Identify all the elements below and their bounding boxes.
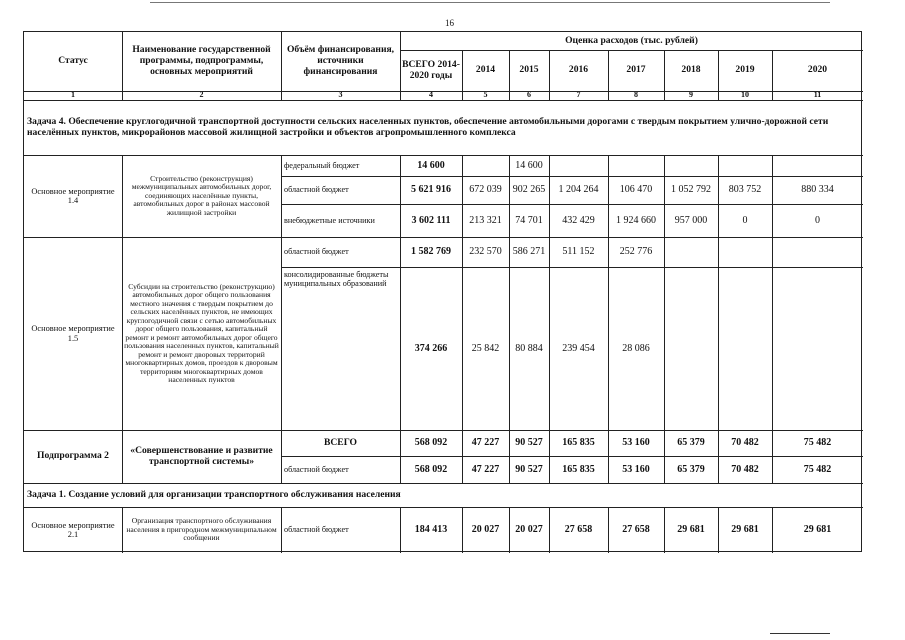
task-1-heading: Задача 1. Создание условий для организации транспортного обслуживания населения <box>27 488 401 500</box>
value-cell <box>462 155 509 176</box>
value-cell <box>664 237 718 267</box>
value-cell: 106 470 <box>619 184 653 196</box>
grid-line <box>400 507 401 553</box>
grid-line <box>718 507 719 553</box>
grid-line <box>400 155 401 483</box>
funding-source: ВСЕГО <box>323 436 358 448</box>
value-cell: 239 454 <box>562 342 595 354</box>
grid-line <box>509 507 510 553</box>
value-cell <box>772 267 863 430</box>
value-cell: 1 052 792 <box>671 184 711 196</box>
grid-line <box>718 155 719 483</box>
value-cell <box>772 155 863 176</box>
header-name: Наименование государственной программы, подпрограммы, основных мероприятий <box>132 44 271 77</box>
column-number: 8 <box>634 90 638 100</box>
funding-source: областной бюджет <box>284 185 349 195</box>
value-cell <box>608 155 664 176</box>
value-cell: 1 924 660 <box>616 214 656 226</box>
grid-line <box>281 155 282 483</box>
value-cell: 184 413 <box>414 524 448 536</box>
task-4-heading: Задача 4. Обеспечение круглогодичной транспортной доступности сельских населенных пунктов, обеспечение автомобильными дорогами с твердым покрытием улично-дорожной сети населённых пунктов, микрорайонов массовой жилищной застройки и объектов агропромышленного комплекса <box>27 115 829 138</box>
value-cell <box>549 155 608 176</box>
grid-line <box>772 507 773 553</box>
grid-line <box>24 483 863 484</box>
grid-line <box>462 50 463 100</box>
grid-line <box>122 32 123 50</box>
header-year: 2017 <box>626 64 646 76</box>
header-volume: Объём финансирования, источники финансирования <box>286 44 395 77</box>
value-cell: 29 681 <box>803 524 832 536</box>
value-cell <box>664 155 718 176</box>
value-cell: 0 <box>742 214 748 226</box>
value-cell <box>718 237 772 267</box>
value-cell: 1 204 264 <box>558 184 599 196</box>
header-year: 2019 <box>735 64 755 76</box>
grid-line <box>664 50 665 100</box>
grid-line <box>281 507 282 553</box>
value-cell: 47 227 <box>471 437 500 449</box>
page-number: 16 <box>445 18 454 28</box>
value-cell <box>664 267 718 430</box>
value-cell: 165 835 <box>562 463 595 475</box>
value-cell: 432 429 <box>562 214 595 226</box>
funding-source: консолидированные бюджеты муниципальных образований <box>284 270 389 289</box>
value-cell: 70 482 <box>731 437 759 449</box>
value-cell <box>718 155 772 176</box>
grid-line <box>400 50 401 100</box>
grid-line <box>281 32 282 50</box>
value-cell: 28 086 <box>622 342 650 354</box>
header-year: 2016 <box>568 64 589 76</box>
value-cell: 1 582 769 <box>411 246 451 258</box>
grid-line <box>24 100 863 101</box>
header-year: 2020 <box>807 64 828 76</box>
grid-line <box>122 507 123 553</box>
value-cell: 672 039 <box>469 184 502 196</box>
funding-source: областной бюджет <box>284 247 349 257</box>
value-cell: 14 600 <box>515 159 543 171</box>
value-cell: 65 379 <box>677 437 705 449</box>
column-number: 6 <box>527 90 531 100</box>
column-number: 1 <box>71 90 75 100</box>
value-cell <box>718 267 772 430</box>
grid-line <box>664 507 665 553</box>
grid-line <box>24 237 863 238</box>
value-cell <box>772 237 863 267</box>
status-cell: Подпрограмма 2 <box>37 450 109 462</box>
grid-line <box>24 155 863 156</box>
value-cell: 5 621 916 <box>411 184 451 196</box>
value-cell: 252 776 <box>619 246 653 258</box>
column-number: 5 <box>483 90 488 100</box>
grid-line <box>400 50 863 51</box>
value-cell: 27 658 <box>564 524 593 536</box>
funding-source: внебюджетные источники <box>284 215 375 225</box>
measure-name: «Совершенствование и развитие транспортной системы» <box>130 444 273 467</box>
grid-line <box>24 507 863 508</box>
value-cell: 568 092 <box>414 437 448 449</box>
funding-source: областной бюджет <box>284 464 349 474</box>
value-cell: 20 027 <box>515 524 543 536</box>
bottom-rule <box>770 633 830 634</box>
grid-line <box>122 155 123 483</box>
grid-line <box>509 50 510 100</box>
top-rule <box>150 2 830 3</box>
grid-line <box>281 50 282 100</box>
status-cell: Основное мероприятие 2.1 <box>31 520 115 539</box>
value-cell: 213 321 <box>469 214 502 226</box>
column-number: 9 <box>689 90 693 100</box>
grid-line <box>549 50 550 100</box>
value-cell: 511 152 <box>562 246 595 258</box>
grid-line <box>718 50 719 100</box>
column-number: 3 <box>338 90 343 100</box>
column-number: 4 <box>429 90 433 100</box>
header-year: 2018 <box>681 64 701 76</box>
column-number: 2 <box>199 90 204 100</box>
grid-line <box>462 507 463 553</box>
funding-source: федеральный бюджет <box>284 160 360 170</box>
measure-name: Организация транспортного обслуживания населения в пригородном межмуниципальном сообщении <box>126 516 277 543</box>
column-number: 7 <box>576 90 581 100</box>
value-cell: 232 570 <box>469 246 502 258</box>
header-total: ВСЕГО 2014-2020 годы <box>402 58 460 81</box>
value-cell: 0 <box>815 214 820 226</box>
value-cell: 90 527 <box>515 437 543 449</box>
grid-line <box>664 155 665 483</box>
funding-source: областной бюджет <box>284 525 349 535</box>
grid-line <box>608 50 609 100</box>
grid-line <box>549 155 550 483</box>
grid-line <box>400 32 401 50</box>
header-status: Статус <box>58 55 88 67</box>
value-cell: 70 482 <box>731 463 759 475</box>
value-cell: 90 527 <box>515 463 543 475</box>
value-cell: 75 482 <box>803 437 832 449</box>
value-cell: 20 027 <box>471 524 500 536</box>
value-cell: 3 602 111 <box>411 214 451 226</box>
value-cell: 47 227 <box>471 463 500 475</box>
grid-line <box>549 507 550 553</box>
value-cell: 75 482 <box>803 463 832 475</box>
value-cell: 586 271 <box>512 246 546 258</box>
header-year: 2015 <box>519 64 539 76</box>
budget-table <box>23 31 862 552</box>
column-number: 10 <box>741 90 749 100</box>
grid-line <box>462 155 463 483</box>
status-cell: Основное мероприятие 1.4 <box>31 186 115 205</box>
value-cell: 53 160 <box>622 463 650 475</box>
value-cell: 53 160 <box>622 437 650 449</box>
value-cell: 27 658 <box>622 524 650 536</box>
value-cell: 65 379 <box>677 463 705 475</box>
grid-line <box>509 155 510 483</box>
value-cell: 29 681 <box>677 524 705 536</box>
value-cell: 14 600 <box>417 159 445 171</box>
grid-line <box>608 155 609 483</box>
header-estimate: Оценка расходов (тыс. рублей) <box>565 34 698 46</box>
header-year: 2014 <box>475 64 496 76</box>
value-cell: 880 334 <box>801 184 834 196</box>
grid-line <box>608 507 609 553</box>
grid-line <box>772 50 773 100</box>
value-cell: 165 835 <box>562 437 595 449</box>
grid-line <box>772 155 773 483</box>
value-cell: 374 266 <box>414 342 448 354</box>
status-cell: Основное мероприятие 1.5 <box>31 324 115 343</box>
value-cell: 957 000 <box>674 214 708 226</box>
value-cell: 29 681 <box>731 524 759 536</box>
value-cell: 902 265 <box>512 184 546 196</box>
grid-line <box>24 430 863 431</box>
grid-line <box>122 50 123 100</box>
value-cell: 25 842 <box>471 342 500 354</box>
value-cell: 80 884 <box>515 342 543 354</box>
value-cell: 568 092 <box>414 463 448 475</box>
value-cell: 803 752 <box>728 184 762 196</box>
measure-name: Субсидии на строительство (реконструкцию) автомобильных дорог общего пользования местного значения с твердым покрытием до сельских населённых пунктов, не имеющих круглогодичной связи с сетью автомобильных дорог общего пользования, капитальный ремонт и ремонт автомобильных дорог общего пользования населенных пунктов, капитальный ремонт и ремонт дворовых территорий многоквартирных домов, проездов к дворовым территориям многоквартирных домов населенных пунктов <box>124 281 279 384</box>
value-cell: 74 701 <box>515 214 543 226</box>
column-number: 11 <box>813 90 822 100</box>
grid-line <box>24 91 863 92</box>
measure-name: Строительство (реконструкция) межмуниципальных автомобильных дорог, соединяющих населённые пункты, автомобильных дорог в районах массовой жилищной застройки <box>131 173 272 217</box>
